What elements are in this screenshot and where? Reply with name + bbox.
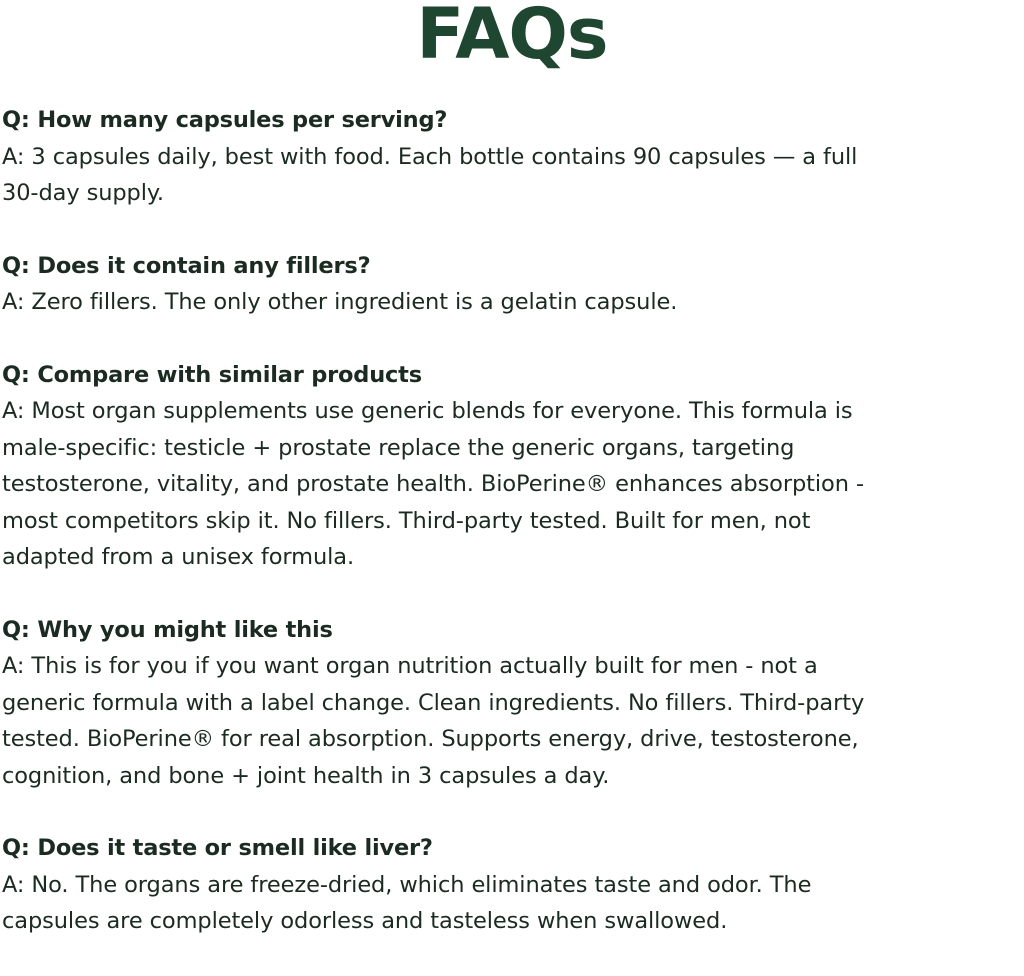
faq-question: Q: How many capsules per serving? xyxy=(2,107,448,133)
answer-line: A: No. The organs are freeze-dried, which eliminates taste and odor. The xyxy=(2,871,812,898)
answer-line: tested. BioPerine® for real absorption. Supports energy, drive, testosterone, xyxy=(2,726,859,752)
answer-line: male-specific: testicle + prostate replace the generic organs, targeting xyxy=(2,434,795,461)
faq-answer xyxy=(2,648,1022,794)
faq-question: Q: Why you might like this xyxy=(2,616,333,643)
faq-item-servings xyxy=(2,102,1022,212)
faq-item-taste xyxy=(2,830,1022,940)
answer-line: A: This is for you if you want organ nutrition actually built for men - not a xyxy=(2,653,818,679)
answer-line: capsules are completely odorless and tasteless when swallowed. xyxy=(2,908,728,934)
faq-answer xyxy=(2,139,1022,212)
answer-line: 30-day supply. xyxy=(2,180,164,206)
faq-answer xyxy=(2,867,1022,940)
answer-line: adapted from a unisex formula. xyxy=(2,544,355,570)
answer-line: A: Most organ supplements use generic blends for everyone. This formula is xyxy=(2,398,853,424)
answer-line: cognition, and bone + joint health in 3 capsules a day. xyxy=(2,762,610,789)
answer-line: most competitors skip it. No fillers. Third-party tested. Built for men, not xyxy=(2,507,811,534)
answer-line: A: Zero fillers. The only other ingredient is a gelatin capsule. xyxy=(2,289,678,315)
answer-line: testosterone, vitality, and prostate health. BioPerine® enhances absorption - xyxy=(2,471,864,497)
faq-answer xyxy=(2,393,1022,576)
faq-list xyxy=(2,102,1022,976)
faq-item-fillers xyxy=(2,248,1022,321)
page-title: FAQs xyxy=(416,0,608,75)
faq-answer xyxy=(2,284,1022,321)
answer-line: generic formula with a label change. Clean ingredients. No fillers. Third-party xyxy=(2,689,865,716)
faq-item-why xyxy=(2,612,1022,795)
faq-question: Q: Does it taste or smell like liver? xyxy=(2,835,433,861)
faq-item-compare xyxy=(2,357,1022,576)
answer-line: A: 3 capsules daily, best with food. Each bottle contains 90 capsules — a full xyxy=(2,143,858,170)
faq-question: Q: Does it contain any fillers? xyxy=(2,252,371,279)
faq-question: Q: Compare with similar products xyxy=(2,361,422,388)
